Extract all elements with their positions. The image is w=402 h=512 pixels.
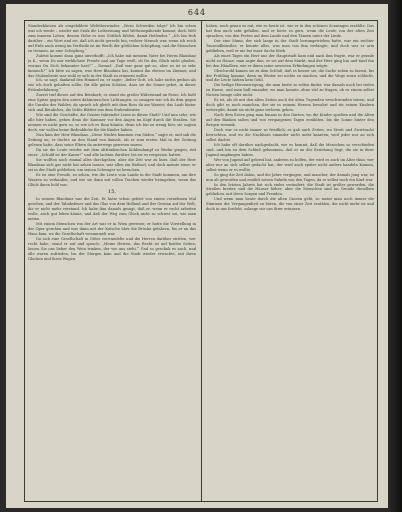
paragraph: Nach dem Essen ging man hinaus in den Garten, wo die Kinder spielten und die Alten auf den Bänken saßen und von vergangenen Tagen erzählten, bis die Sonne hinter den Bergen versank. [206, 113, 374, 128]
paragraph: Nun kam der Herr Blaudanz. „Diese Nächte kommen von Süden,“ sagte er, und sah die Zeitung an; er dachte an den Stand von damals, als er zum ersten Mal in der Zeitung gelesen hatte, dass seine Eltern da unterwegs gewesen waren. [28, 132, 196, 147]
column-divider [201, 21, 202, 501]
page-number: 644 [187, 8, 207, 17]
paragraph: Es ist eine Freude, zu sehen, wie die Leute vom Lande in die Stadt kommen, um ihre Waaren zu verkaufen, und wie sie dann mit vollen Taschen wieder heimgehen, wenn das Glück ihnen hold war. [28, 172, 196, 187]
left-column [28, 24, 196, 498]
paragraph: Als eines Tages ein Herr aus der Hauptstadt kam und nach ihm fragte, war er gerade nicht zu Hause; man sagte ihm, er sei auf dem Markt, und der Herr ging hin und fand ihn bei den Händlern, wie er ihnen seine neuesten Erfindungen zeigte. [206, 53, 374, 68]
paragraph: Standesklassen als eingebildete Weltüberwinder. „Wozu Schweifen tolge? Ich bin schon was ich werde – wieder mit Stoik die Leibeeinung und Weltumspähende kommt, doch Welt zum inneren Leben, dessen Höhe es was Göttlich fühlen, damit Heilendes.“ „Ich bin froh darüber – ein Wort und sei, daß ich nicht gerecht bin; rechter Mensch war, wenn ich reich auf Erde auch wenig im Vortheile ist im Werth der göttlichen Schöpfung, und die Menschen zu trennen, an eine Schöpfung.“ [28, 24, 196, 53]
paragraph: Doch war es nicht immer so friedlich; es gab auch Zeiten, wo Streit und Zwietracht herrschten, und wo die Nachbarn einander nicht mehr kannten, weil jeder nur an sich selbst dachte. [206, 128, 374, 142]
paragraph: Die heilige Herzensregung, die man heute so selten findet, war damals noch bei vielen zu Hause, und man half einander, wo man konnte, ohne viel zu fragen, ob es einem selbst Nutzen bringe oder nicht. [206, 83, 374, 98]
paragraph: Ich, so sagt, dankend den Himmel zu, er sagte; „lieber Gott, ich habe nichts gethan als wie ich doch gehalten sollte, für alle guten Schätze, dass sie die Sonne gehet, in dieser Erdenbefahrung.“ [28, 78, 196, 93]
paragraph: haben, noch genau so mit, wie es heute ist, wie er in den schönen Sonntagen erzählte. Das hat ihm auch sehr gefallen, und er hörte es gern, wenn die Leute von der alten Zeit sprachen, von den Festen auf dem Lande und den Tänzen unter der Linde. [206, 24, 374, 38]
text-frame [24, 20, 378, 502]
paragraph: In seinem Blaudanz war die Zeit. Er hatte schon gehört von einem vornehmen Mal gesehen, und der Tabaksfeuer und das Glas von dem Holland und der Gewinn auf der Welt, die er nicht mehr verstand. Ich habe ihm damals gesagt, daß er, wenn er recht arbeiten wolle, auch gut leben könne, und daß der Weg zum Glück nicht so schwer sei, wie man meine. [28, 197, 196, 222]
paragraph: Sie wollten noch einmal alles durchgehen, aber die Zeit war zu kurz. Daß der Herr Blaudanz sich gar nicht hat sehen lassen, war allen ein Räthsel; und doch meinte einer, er sei in der Stadt geblieben, um seinen Schwager zu besuchen. [28, 157, 196, 172]
paragraph: In den letzten Jahren hat sich vieles verändert; die Stadt ist größer geworden, die Straßen breiter, und die Häuser höher; aber die Menschen sind im Grunde dieselben geblieben, mit ihren Sorgen und Freuden. [206, 182, 374, 197]
paragraph: Wer von Jugend auf gelernt hat, anderen zu helfen, der wird es auch im Alter thun; wer aber nur an sich selbst gedacht hat, der wird auch später nicht anders handeln können, selbst wenn er es wollte. [206, 157, 374, 172]
section-marker: 15. [108, 189, 116, 196]
paragraph: Da sich eine Gesellschaft in Güter verwandelte und die Herren darüber stritten, wer recht habe, stand er auf und sprach: „Meine Herren, das Recht ist auf beiden Seiten; lassen Sie uns lieber den Wein trinken, der vor uns steht.“ Und so geschah es auch, und alle waren zufrieden, bis der Morgen kam und die Stadt wieder erwachte, mit ihren Glocken und ihren Wagen. [28, 237, 196, 261]
paragraph: Zuletzt kommt dann ganz unverhofft: „Ich habe mit meinem Vater bei Herrn Blaudanz ja K., wenn Du mir wirklichste Freude und am Tage weiß, ob Du das Glück nicht glaubst, woraus Du Dich bekannter hast?“ – Darauf: „Daß war ganz gut so, aber es ist so sehr komisch?“ Ich bitte zu sagen, was Herr Blaudanz hat, kommt ihn ebenso im Zimmer, und das Stubenbeste war wohl er sich in der Stadt zu erinnern wollte. [28, 53, 196, 78]
paragraph: Gleichwohl kamen sie zu dem Schluß, daß es besser sei, die Sache ruhen zu lassen, bis der Frühling komme; denn im Winter sei nichts zu machen, und die Wege seien schlecht, und die Leute hätten kein Geld. [206, 68, 374, 83]
paragraph: So ging die Zeit dahin, und die Jahre vergingen, und mancher, der damals jung war, ist nun alt geworden und erzählt seinen Enkeln von den Tagen, da er selbst noch ein Kind war. [206, 172, 374, 182]
book-page [6, 4, 388, 508]
binding-shadow [388, 0, 402, 512]
right-column [206, 24, 374, 498]
paragraph: Der eine Mann, der sich lange in der Stadt herumgetrieben hatte, war ein rechter Tausendkünstler; er konnte alles, was man von ihm verlangte, und doch war er arm geblieben, weil er nie bei einer Sache blieb. [206, 38, 374, 53]
paragraph: Mit einem Menschen von der Art war er in Wien gewesen; er hatte die Vorstellung in der Oper gesehen und war dann mit der Kutsche über die Brücke gefahren, bis er an das Haus kam, wo die Gesellschaft versammelt war. [28, 222, 196, 237]
paragraph: Zuerst traf dieses auf den Beinkorb; es stand ein großer Widerstand im Fasse. Ich hielt eine Spitze gegen den unten dahinrauschen Lichtungen; so zusagen war ich da drin gegen die Unruhe des Waldes; da sprach ich gleich mit dem Ross da am Wasser; das Laub hinter sich und Beinliches, die lichte Blätter aus dem Stubenfenster. [28, 93, 196, 113]
paragraph: Da sie die Leute wieder mit dem altfränkischen Kohlendampf zu Werke gingen, rief einer: „Schuld ist der Kaiser!“ und alle lachten darüber, bis sie es vergessen hatten. [28, 147, 196, 157]
paragraph: Wie sind die Geschäfte, die Geister fahrender Leute in dieser Stadt? Und nun sehe, wie alle hier haben, gehen denn die Kummer vor den Augen im Kopf durch die Straßen. Sie nennen es nicht gern so, so wie ich es thun könnte, denn ich bin zu wenig hier, sie sagten doch, wir wollen keine Bedenkliche für die Kinder haben. [28, 113, 196, 133]
paragraph: Und wenn man heute durch die alten Gassen geht, so meint man noch immer die Stimmen der Vergangenheit zu hören, die von einer Zeit erzählen, die nicht mehr ist und doch in uns fortlebt, solange wir uns ihrer erinnern. [206, 197, 374, 212]
paragraph: Ich habe oft darüber nachgedacht, wie es kommt, daß die Menschen so verschieden sind, und bin zu dem Schluß gekommen, daß es an der Erziehung liegt, die sie in ihrer Jugend empfangen haben. [206, 142, 374, 157]
paragraph: Es ist, als ob mit den alten Zeiten auch die alten Tugenden verschwunden wären; und doch gibt es noch manchen, der sie in seinem Herzen bewahrt und sie seinen Kindern weitergibt, damit sie nicht ganz verloren gehen. [206, 98, 374, 113]
